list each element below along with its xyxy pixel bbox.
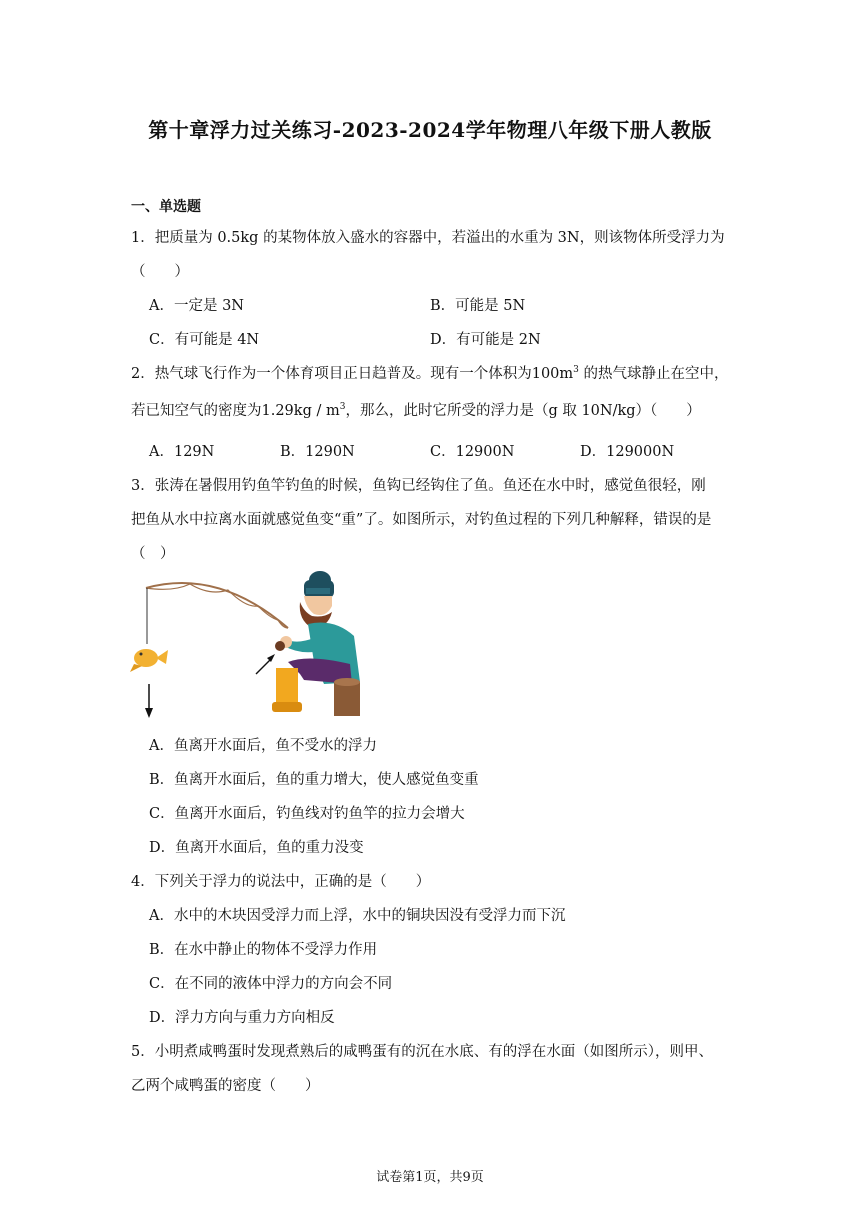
q2-text-2a: 若已知空气的密度为: [131, 403, 262, 419]
q2-text-1c: 的热气球静止在空中，: [578, 366, 729, 382]
q3-option-b: B．鱼离开水面后，鱼的重力增大，使人感觉鱼变重: [149, 772, 479, 788]
q2-volume: 100m: [531, 366, 574, 382]
q2-option-c: C．12900N: [430, 444, 515, 460]
q3-stem-line3: （ ）: [131, 546, 175, 562]
q5-stem-line1: 5．小明煮咸鸭蛋时发现煮熟后的咸鸭蛋有的沉在水底、有的浮在水面（如图所示），则甲、: [131, 1044, 713, 1060]
q2-text-1a: 2．热气球飞行作为一个体育项目正日趋普及。现有一个体积为: [131, 366, 532, 382]
q3-stem-line1: 3．张涛在暑假用钓鱼竿钓鱼的时候，鱼钩已经钩住了鱼。鱼还在水中时，感觉鱼很轻，刚: [131, 478, 706, 494]
q2-density: 1.29kg / m: [261, 403, 340, 419]
fish-icon: [130, 649, 168, 672]
q1-option-d: D．有可能是 2N: [430, 332, 541, 348]
q1-stem-line1: 1．把质量为 0.5kg 的某物体放入盛水的容器中，若溢出的水重为 3N，则该物体所受浮力为: [131, 230, 725, 246]
section-heading: 一、单选题: [131, 199, 201, 215]
q1-option-c: C．有可能是 4N: [149, 332, 260, 348]
q2-option-d: D．129000N: [580, 444, 675, 460]
page-footer: 试卷第1页，共9页: [376, 1170, 484, 1185]
q3-option-a: A．鱼离开水面后，鱼不受水的浮力: [149, 738, 377, 754]
q2-volume-exp: 3: [573, 365, 579, 376]
q1-option-a: A．一定是 3N: [149, 298, 244, 314]
q2-text-2c: ，那么，此时它所受的浮力是（g 取 10N/kg）（ ）: [345, 403, 701, 419]
q4-option-b: B．在水中静止的物体不受浮力作用: [149, 942, 378, 958]
q5-stem-line2: 乙两个咸鸭蛋的密度（ ）: [131, 1078, 320, 1094]
q3-option-d: D．鱼离开水面后，鱼的重力没变: [149, 840, 364, 856]
q2-option-b: B．1290N: [280, 444, 355, 460]
q1-option-b: B．可能是 5N: [430, 298, 526, 314]
q2-density-exp: 3: [339, 402, 346, 413]
q4-stem-line1: 4．下列关于浮力的说法中，正确的是（ ）: [131, 874, 431, 890]
q4-option-a: A．水中的木块因受浮力而上浮，水中的铜块因没有受浮力而下沉: [149, 908, 566, 924]
q4-option-d: D．浮力方向与重力方向相反: [149, 1010, 335, 1026]
page-title: 第十章浮力过关练习-2023-2024学年物理八年级下册人教版: [148, 118, 712, 142]
fisherman-figure: [272, 571, 360, 716]
q3-stem-line2: 把鱼从水中拉离水面就感觉鱼变“重”了。如图所示，对钓鱼过程的下列几种解释，错误的是: [131, 512, 712, 528]
q2-stem-line2: [131, 399, 701, 420]
gravity-arrow-icon: [145, 684, 153, 718]
fishing-illustration: [128, 566, 368, 722]
q3-option-c: C．鱼离开水面后，钓鱼线对钓鱼竿的拉力会增大: [149, 806, 465, 822]
pointer-arrow-icon: [256, 654, 275, 674]
rod-guides: [146, 584, 288, 628]
q1-stem-line2: （ ）: [131, 264, 189, 280]
q2-stem-line1: [131, 362, 729, 383]
q4-option-c: C．在不同的液体中浮力的方向会不同: [149, 976, 393, 992]
q2-option-a: A．129N: [149, 444, 215, 460]
